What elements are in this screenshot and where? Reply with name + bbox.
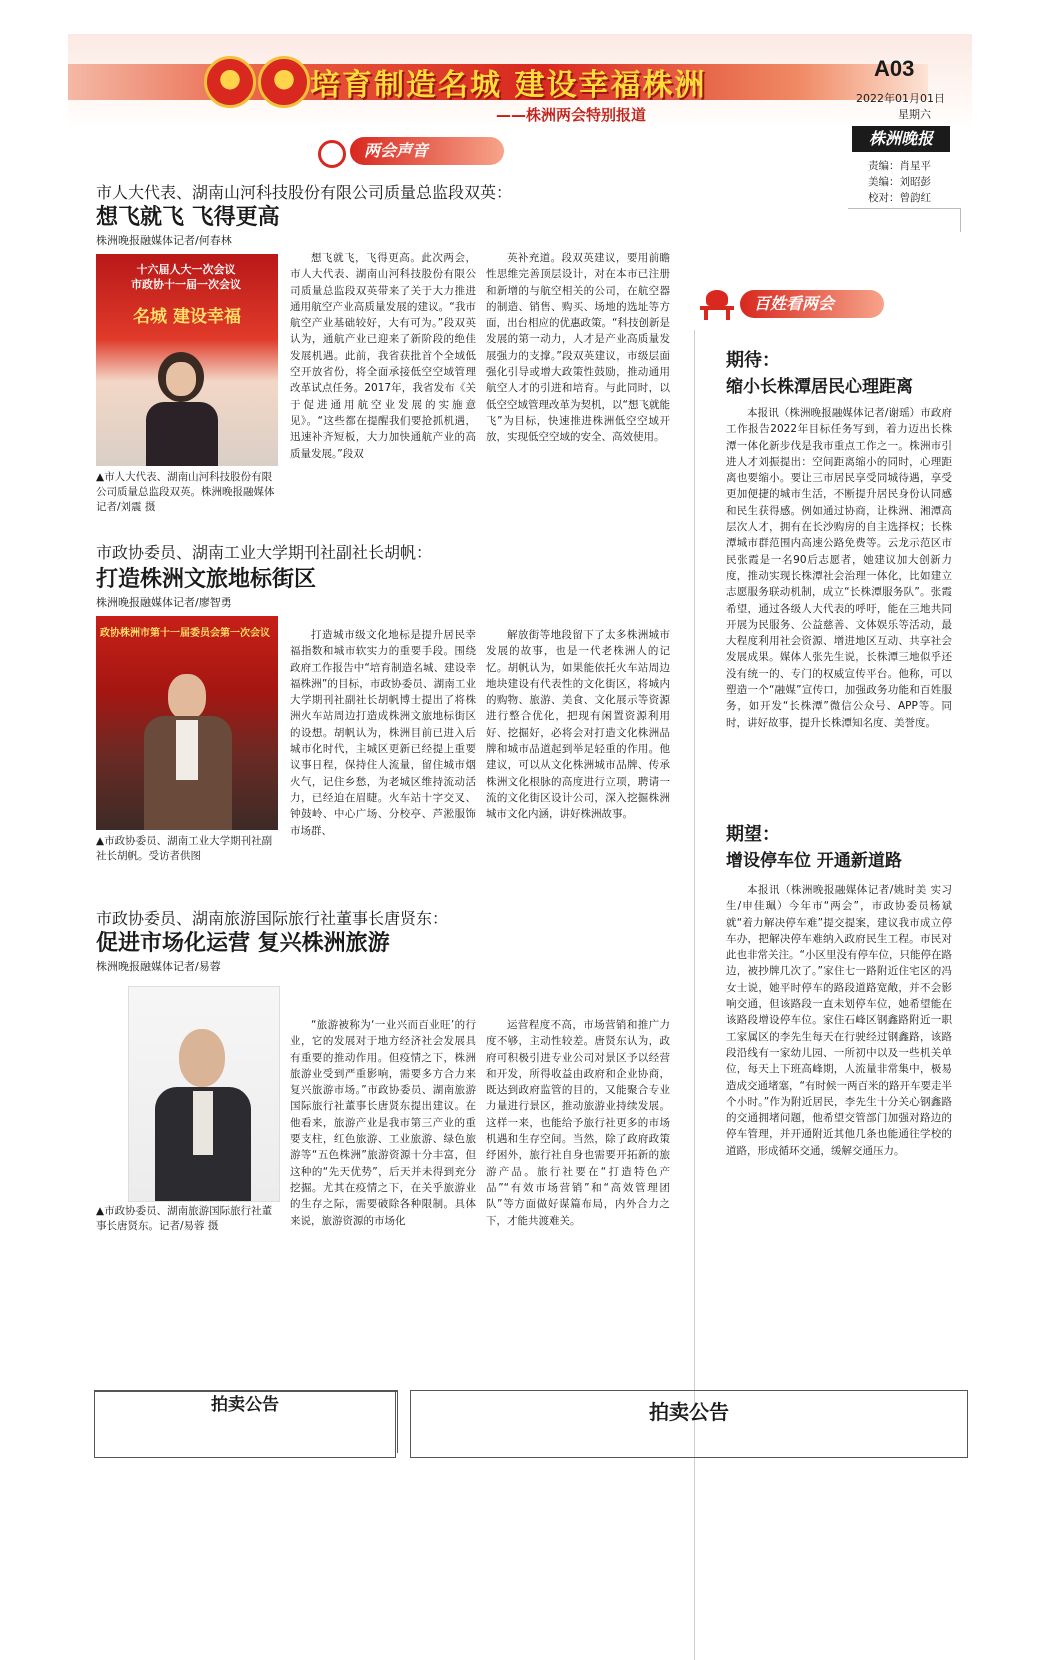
speaker-icon	[318, 140, 346, 168]
article-column: 想飞就飞，飞得更高。此次两会，市人大代表、湖南山河科技股份有限公司质量总监段双英带来了关于大力推进通用航空产业高质量发展的建议。“我市航空产业基础较好，大有可为。”段双英认为，通航产业已迎来了新阶段的绝佳发展机遇。此前，我省获批首个全域低空开放省份，将全面承接低空空域管理改革试点任务。2017年，我省发布《关于促进通用航空业发展的实施意见》。“这些都在提醒我们要抢抓机遇，迅速补齐短板，大力加快通航产业的高质量发展。”段双	[290, 252, 476, 460]
person-shirt	[176, 720, 198, 780]
proofreader-line: 校对：曾韵红	[868, 192, 931, 204]
article-kicker: 市人大代表、湖南山河科技股份有限公司质量总监段双英：	[96, 183, 513, 202]
photo-sign-text: 名城 建设幸福	[133, 307, 241, 327]
page-number: A03	[874, 56, 915, 81]
editor-credits	[868, 158, 931, 206]
person-body	[146, 402, 218, 466]
article-byline: 株洲晚报融媒体记者/廖智勇	[96, 596, 232, 609]
portrait-photo	[128, 986, 280, 1202]
auction-title: 拍卖公告	[211, 1395, 279, 1415]
article-column: 打造城市级文化地标是提升居民幸福指数和城市软实力的重要手段。围绕政府工作报告中“培育制造名城、建设幸福株洲”的目标，市政协委员、湖南工业大学期刊社副社长胡帆博士提出了将株洲火车站周边打造成株洲文旅地标街区的设想。胡帆认为，株洲目前已进入后城市化时代，主城区更新已经提上重要议事日程，保持住人流量，留住城市烟火气，记住乡愁，为老城区维持流动活力，已经迫在眉睫。火车站十字交叉、钟鼓岭、中心广场、分校亭、芦淞服饰市场群、	[290, 629, 476, 837]
article-column: 英补充道。段双英建议，要用前瞻性思维完善顶层设计，对在本市已注册和新增的与航空相关的公司，在航空器的制造、销售、购买、场地的选址等方面，出台相应的优惠政策。“科技创新是发展的第一动力，人才是产业高质量发展强力的支撑。”段双英建议，市级层面强化引导或增大政策性鼓励，推动通用航空人才的引进和培育。与此同时，以低空空域管理改革为契机，以“想飞就能飞”为目标，快速推进株洲低空空域开放，实现低空空域的安全、高效使用。	[486, 252, 670, 444]
auction-notice-right-content	[410, 1390, 968, 1456]
person-face	[179, 1029, 225, 1087]
section-banner-citizens: 百姓看两会	[740, 290, 884, 318]
article-headline: 促进市场化运营 复兴株洲旅游	[96, 931, 390, 956]
side-headline: 增设停车位 开通新道路	[726, 851, 902, 871]
divider	[848, 208, 960, 209]
photo-backdrop-text: 十六届人大一次会议	[136, 263, 236, 276]
article-byline: 株洲晚报融媒体记者/何春林	[96, 234, 232, 247]
photo-caption: ▲市政协委员、湖南旅游国际旅行社董事长唐贤东。记者/易蓉 摄	[96, 1205, 273, 1232]
auction-title: 拍卖公告	[649, 1400, 729, 1424]
masthead-title: 培育制造名城 建设幸福株洲	[310, 68, 707, 103]
photo-caption: ▲市政协委员、湖南工业大学期刊社副社长胡帆。受访者供图	[96, 835, 273, 862]
article-column: 运营程度不高，市场营销和推广力度不够，主动性较差。唐贤东认为，政府可积极引进专业公司对景区予以经营和开发，所得收益由政府和企业协商，既达到政府监管的目的，又能聚合专业力量进行景区，推动旅游业持续发展。这样一来，也能给予旅行社更多的市场机遇和生存空间。当然，除了政府政策纾困外，旅行社自身也需要开拓新的旅游产品。旅行社要在“打造特色产品”“有效市场营销”和“高效管理团队”等方面做好谋篇布局，内外合力之下，才能共渡难关。	[486, 1019, 670, 1227]
article-headline: 打造株洲文旅地标街区	[96, 567, 317, 592]
person-face	[166, 362, 196, 396]
side-tag: 期望：	[726, 824, 780, 845]
issue-date: 2022年01月01日	[856, 92, 945, 105]
dining-table-icon	[700, 290, 736, 320]
portrait-photo	[96, 254, 278, 466]
article-column: “旅游被称为‘一业兴而百业旺’的行业，它的发展对于地方经济社会发展具有重要的推动作用。但疫情之下，株洲旅游业受到严重影响，需要多方合力来复兴旅游市场。”市政协委员、湖南旅游国际旅行社董事长唐贤东提出建议。在他看来，旅游产业是我市第三产业的重要支柱，红色旅游、工业旅游、绿色旅游等“五色株洲”旅游资源十分丰富，但这种的“先天优势”，后天并未得到充分挖掘。尤其在疫情之下，在关乎旅游业的生存之际，需要破除各种限制。具体来说，旅游资源的市场化	[290, 1019, 476, 1227]
auction-notice-left-content	[94, 1390, 396, 1456]
person-face	[168, 674, 206, 720]
column-divider	[694, 330, 695, 1660]
portrait-photo	[96, 616, 278, 830]
photo-backdrop-text: 政协株洲市第十一届委员会第一次会议	[100, 628, 270, 639]
masthead-subtitle: ——株洲两会特别报道	[496, 106, 647, 124]
newspaper-logo: 株洲晚报	[852, 126, 950, 152]
divider	[960, 208, 961, 232]
cppcc-emblem-icon	[258, 56, 310, 108]
side-headline: 缩小长株潭居民心理距离	[726, 377, 913, 397]
national-emblem-icon	[204, 56, 256, 108]
editor-line: 责编：肖星平	[868, 160, 931, 172]
side-body: 本报讯（株洲晚报融媒体记者/谢瑶）市政府工作报告2022年目标任务写到，着力迈出长株潭一体化新步伐是我市重点工作之一。株洲市引进人才刘振提出：空间距离缩小的同时，心理距离也要缩小。要让三市居民享受同城待遇，享受更加便捷的城市生活，不断提升居民身份认同感和民生获得感。例如通过协商，让株洲、湘潭高层次人才，拥有在长沙购房的自主选择权；长株潭城市群范围内高速公路免费等。云龙示范区市民张霞是一名90后志愿者，她建议加大创新力度，推动实现长株潭社会治理一体化，比如建立志愿服务联动机制，成立“长株潭服务队”。张霞希望，通过各级人大代表的呼吁，能在三地共同开展为民服务、公益慈善、文体娱乐等活动，最大程度利用社会资源、增进地区互动、共享社会发展成果。媒体人张先生说，长株潭三地似乎还没有统一的、专门的权威宣传平台。他称，可以塑造一个“融媒”宣传口，加强政务功能和百姓服务，如开发“长株潭”微信公众号、APP等。同时，讲好故事，提升长株潭知名度、美誉度。	[726, 407, 952, 729]
issue-weekday: 星期六	[898, 108, 931, 121]
masthead	[68, 34, 972, 130]
section-banner-voices: 两会声音	[350, 137, 504, 165]
article-kicker: 市政协委员、湖南工业大学期刊社副社长胡帆：	[96, 543, 433, 562]
article-kicker: 市政协委员、湖南旅游国际旅行社董事长唐贤东：	[96, 909, 449, 928]
person-shirt	[193, 1091, 213, 1155]
side-body: 本报讯（株洲晚报融媒体记者/姚时美 实习生/申佳珮）今年市“两会”，市政协委员杨斌就“着力解决停车难”提交提案，建议我市成立停车办，把解决停车难纳入政府民生工程。市民对此也非常关注。“小区里没有停车位，只能停在路边，被抄牌几次了。”家住七一路附近住宅区的冯女士说，她平时停车的路段道路宽敞，并不会影响交通，但该路段一直未划停车位，她希望能在该路段增设停车位。家住石峰区钢鑫路附近一职工家属区的李先生每天在行驶经过钢鑫路，该路段沿线有一家幼儿园、一所初中以及一些机关单位，每天上下班高峰期，人流量非常集中，极易造成交通堵塞，“有时候一两百米的路开车要走半个小时。”作为附近居民，李先生十分关心钢鑫路的交通拥堵问题，他希望交管部门加强对路边的停车管理，并开通附近其他几条也能通往学校的道路，形成循环交通，缓解交通压力。	[726, 884, 952, 1157]
article-column: 解放街等地段留下了太多株洲城市发展的故事，也是一代老株洲人的记忆。胡帆认为，如果能依托火车站周边地块建设有代表性的文化街区，将城内的购物、旅游、美食、文化展示等资源进行整合优化，把现有闲置资源利用好、挖掘好，必将会对打造文化株洲品牌和城市品道起到举足轻重的作用。他建议，可以从文化株洲城市品牌、传承株洲文化根脉的高度进行立项，聘请一流的文化街区设计公司，深入挖掘株洲城市文化内涵，讲好株洲故事。	[486, 629, 670, 821]
photo-backdrop-text: 市政协十一届一次会议	[131, 278, 241, 291]
designer-line: 美编：刘昭彭	[868, 176, 931, 188]
photo-caption: ▲市人大代表、湖南山河科技股份有限公司质量总监段双英。株洲晚报融媒体记者/刘震 摄	[96, 471, 275, 513]
side-tag: 期待：	[726, 350, 780, 371]
article-headline: 想飞就飞 飞得更高	[96, 205, 280, 230]
article-byline: 株洲晚报融媒体记者/易蓉	[96, 960, 221, 973]
